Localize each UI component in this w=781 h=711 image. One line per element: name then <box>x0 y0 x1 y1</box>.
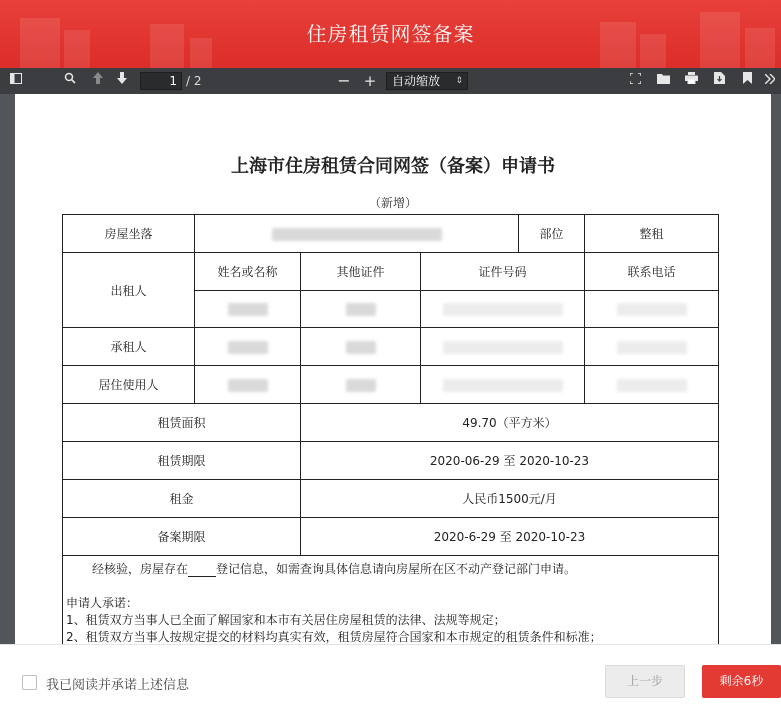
document-title: 上海市住房租赁合同网签（备案）申请书 <box>231 156 555 177</box>
table-row <box>63 518 719 556</box>
filing-end: 2020-10-23 <box>515 530 586 544</box>
fullscreen-icon[interactable] <box>626 68 644 94</box>
pdf-toolbar <box>0 68 781 94</box>
agree-checkbox[interactable] <box>22 675 37 690</box>
filing-sep: 至 <box>499 530 512 544</box>
page-header <box>0 0 781 68</box>
table-row <box>63 215 719 253</box>
area-value: 49.70（平方米） <box>301 404 719 442</box>
col-header-id-number: 证件号码 <box>421 253 585 291</box>
col-header-name: 姓名或名称 <box>195 253 301 291</box>
open-file-icon[interactable] <box>654 68 672 94</box>
lessee-label: 承租人 <box>63 328 195 366</box>
term-sep: 至 <box>503 454 516 468</box>
search-icon[interactable] <box>60 68 80 94</box>
promise-item-1: 1、租赁双方当事人已全面了解国家和本市有关居住房屋租赁的法律、法规等规定； <box>66 613 506 627</box>
next-page-icon[interactable] <box>112 68 132 94</box>
zoom-in-button[interactable]: + <box>363 72 377 90</box>
table-row <box>63 366 719 404</box>
bookmark-icon[interactable] <box>738 68 756 94</box>
filing-label: 备案期限 <box>63 518 301 556</box>
zoom-out-button[interactable]: − <box>337 71 351 90</box>
resident-label: 居住使用人 <box>63 366 195 404</box>
table-row <box>63 253 719 291</box>
promise-item-2: 2、租赁双方当事人按规定提交的材料均真实有效，租赁房屋符合国家和本市规定的租赁条件和标准； <box>66 630 602 644</box>
download-icon[interactable] <box>710 68 728 94</box>
table-row <box>63 328 719 366</box>
sidebar-toggle-icon[interactable] <box>6 68 26 94</box>
print-icon[interactable] <box>682 68 700 94</box>
prev-page-icon[interactable] <box>88 68 108 94</box>
term-value <box>301 442 719 480</box>
part-label: 部位 <box>519 215 585 253</box>
application-form-table <box>62 214 719 644</box>
pdf-page <box>15 94 771 644</box>
location-value <box>195 215 519 253</box>
verify-note <box>62 560 718 577</box>
zoom-select[interactable] <box>386 72 468 90</box>
part-value: 整租 <box>585 215 719 253</box>
prev-step-button[interactable]: 上一步 <box>605 665 685 698</box>
location-label: 房屋坐落 <box>63 215 195 253</box>
table-row <box>63 404 719 442</box>
chevron-updown-icon: ⇕ <box>455 76 463 86</box>
rent-value: 人民币1500元/月 <box>301 480 719 518</box>
term-start: 2020-06-29 <box>429 454 500 468</box>
countdown-next-button[interactable]: 剩余6秒 <box>702 665 781 698</box>
rent-label: 租金 <box>63 480 301 518</box>
agree-checkbox-label[interactable]: 我已阅读并承诺上述信息 <box>46 678 190 693</box>
lessor-label: 出租人 <box>63 253 195 328</box>
document-subtitle: （新增） <box>368 196 417 210</box>
promise-title: 申请人承诺： <box>66 596 139 610</box>
verify-post: 登记信息，如需查询具体信息请向房屋所在区不动产登记部门申请。 <box>216 562 577 576</box>
verify-blank <box>188 565 216 577</box>
pdf-viewer[interactable] <box>0 94 781 644</box>
more-tools-icon[interactable] <box>762 68 778 94</box>
page-number-input[interactable]: 1 <box>140 72 182 90</box>
col-header-phone: 联系电话 <box>585 253 719 291</box>
action-footer <box>0 644 781 711</box>
zoom-select-value: 自动缩放 <box>392 74 441 88</box>
filing-start: 2020-6-29 <box>433 530 496 544</box>
table-row <box>63 442 719 480</box>
page-title: 住房租赁网签备案 <box>306 22 475 46</box>
verify-pre: 经核验，房屋存在 <box>92 562 189 576</box>
term-label: 租赁期限 <box>63 442 301 480</box>
filing-value <box>301 518 719 556</box>
area-label: 租赁面积 <box>63 404 301 442</box>
term-end: 2020-10-23 <box>519 454 590 468</box>
col-header-other-id: 其他证件 <box>301 253 421 291</box>
table-row <box>63 480 719 518</box>
page-total: / 2 <box>186 74 202 88</box>
